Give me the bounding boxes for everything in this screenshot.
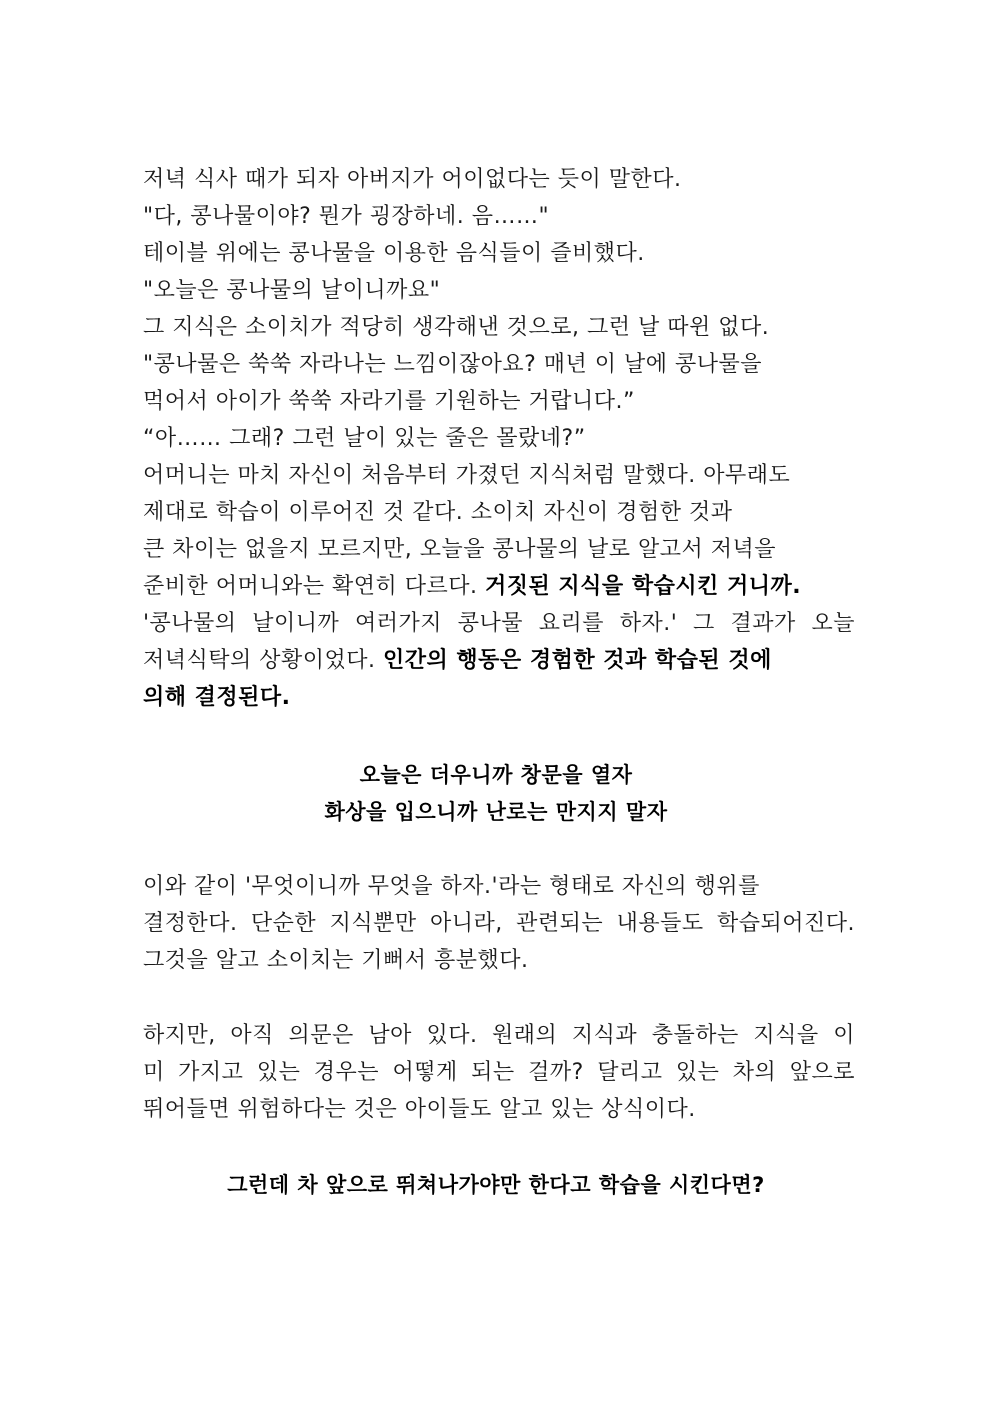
text-line: '콩나물의 날이니까 여러가지 콩나물 요리를 하자.' 그 결과가 오늘 (143, 611, 855, 636)
text-line: 하지만, 아직 의문은 남아 있다. 원래의 지식과 충돌하는 지식을 이 (143, 1023, 855, 1048)
text-line: 그 지식은 소이치가 적당히 생각해낸 것으로, 그런 날 따윈 없다. (143, 315, 770, 340)
example-line: 오늘은 더우니까 창문을 열자 (359, 763, 633, 787)
text-line: 이와 같이 '무엇이니까 무엇을 하자.'라는 형태로 자신의 행위를 (143, 874, 760, 899)
text-segment: 준비한 어머니와는 확연히 다르다. (143, 574, 485, 599)
text-line (143, 572, 855, 602)
text-line: “아…… 그래? 그런 날이 있는 줄은 몰랐네?” (143, 426, 586, 451)
text-line: 결정한다. 단순한 지식뿐만 아니라, 관련되는 내용들도 학습되어진다. (143, 911, 855, 936)
text-line: 테이블 위에는 콩나물을 이용한 음식들이 즐비했다. (143, 241, 645, 266)
emphasis-text: 인간의 행동은 경험한 것과 학습된 것에 (383, 648, 772, 673)
text-line: "다, 콩나물이야? 뭔가 굉장하네. 음……" (143, 204, 550, 229)
text-line: 어머니는 마치 자신이 처음부터 가졌던 지식처럼 말했다. 아무래도 (143, 463, 791, 488)
text-line (143, 646, 855, 676)
text-line: "콩나물은 쑥쑥 자라나는 느낌이잖아요? 매년 이 날에 콩나물을 (143, 352, 763, 377)
text-line: 먹어서 아이가 쑥쑥 자라기를 기원하는 거랍니다.” (143, 389, 635, 414)
text-line: 제대로 학습이 이루어진 것 같다. 소이치 자신이 경험한 것과 (143, 500, 733, 525)
emphasis-text: 의해 결정된다. (143, 685, 291, 710)
text-line: 저녁 식사 때가 되자 아버지가 어이없다는 듯이 말한다. (143, 167, 682, 192)
text-line: 뛰어들면 위험하다는 것은 아이들도 알고 있는 상식이다. (143, 1097, 696, 1122)
text-segment: 저녁식탁의 상황이었다. (143, 648, 384, 673)
text-line: 큰 차이는 없을지 모르지만, 오늘을 콩나물의 날로 알고서 저녁을 (143, 537, 776, 562)
text-line: 미 가지고 있는 경우는 어떻게 되는 걸까? 달리고 있는 차의 앞으로 (143, 1060, 855, 1085)
text-line: 그것을 알고 소이치는 기뻐서 흥분했다. (143, 948, 529, 973)
text-line: "오늘은 콩나물의 날이니까요" (143, 278, 441, 303)
example-line: 화상을 입으니까 난로는 만지지 말자 (324, 800, 668, 824)
closing-question: 그런데 차 앞으로 뛰쳐나가야만 한다고 학습을 시킨다면? (227, 1173, 765, 1197)
emphasis-text: 거짓된 지식을 학습시킨 거니까. (485, 574, 802, 599)
